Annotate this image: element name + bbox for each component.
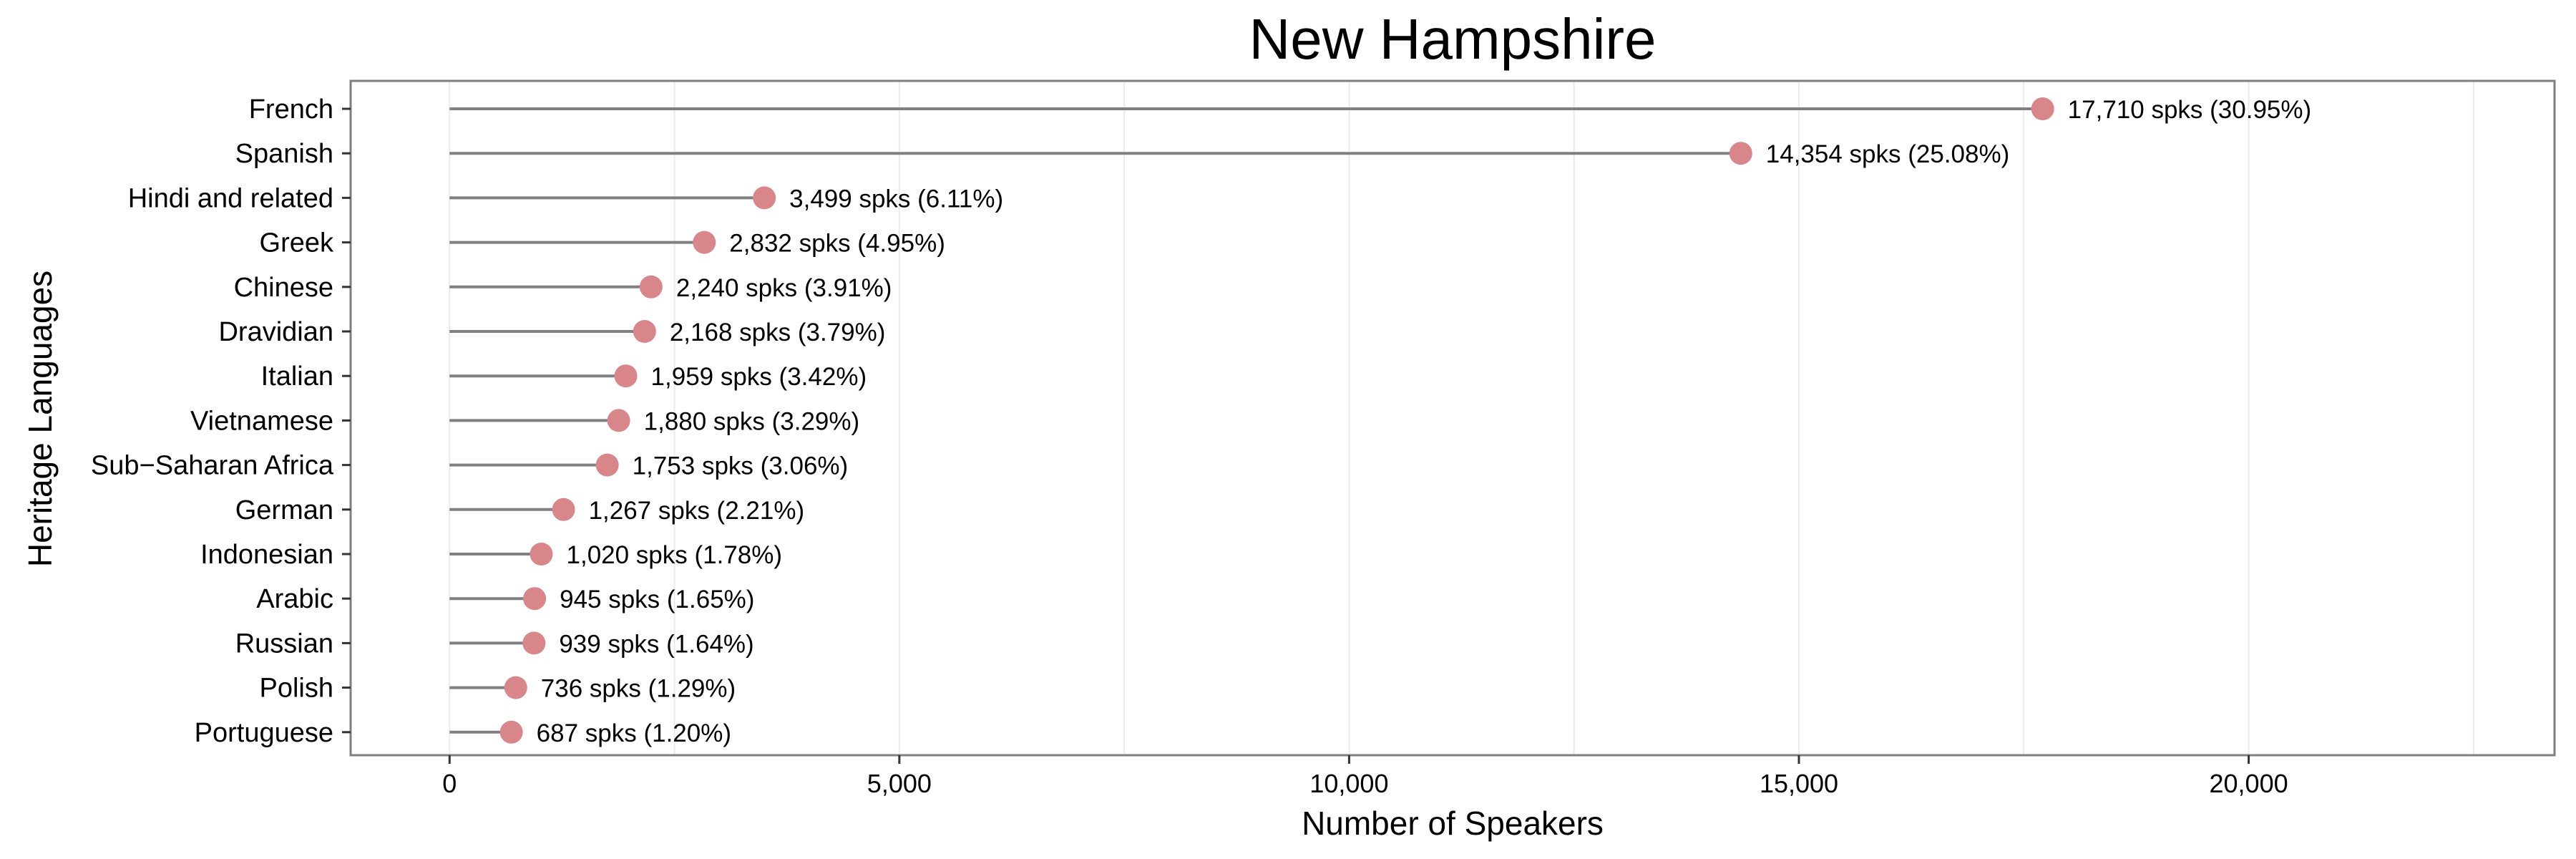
data-point	[1729, 142, 1752, 165]
data-point	[500, 721, 523, 744]
data-label: 945 spks (1.65%)	[560, 586, 755, 614]
data-label: 1,753 spks (3.06%)	[632, 452, 849, 480]
category-label: Hindi and related	[127, 183, 333, 214]
data-label: 17,710 spks (30.95%)	[2067, 96, 2312, 124]
data-label: 2,240 spks (3.91%)	[675, 273, 892, 302]
data-point	[530, 543, 553, 566]
data-point	[596, 454, 619, 477]
data-point	[523, 587, 546, 610]
data-point	[552, 498, 575, 521]
data-label: 1,959 spks (3.42%)	[650, 363, 867, 392]
category-label: French	[248, 94, 333, 125]
x-tick-label: 20,000	[2209, 769, 2288, 798]
y-axis-title: Heritage Languages	[21, 270, 59, 568]
category-label: Sub−Saharan Africa	[90, 450, 333, 481]
data-label: 14,354 spks (25.08%)	[1765, 140, 2010, 169]
category-label: German	[235, 495, 333, 525]
data-label: 2,168 spks (3.79%)	[669, 319, 886, 346]
category-label: Indonesian	[200, 540, 333, 570]
data-label: 939 spks (1.64%)	[559, 630, 754, 659]
category-label: Spanish	[235, 139, 333, 170]
category-label: Italian	[260, 361, 333, 392]
x-tick-label: 5,000	[867, 769, 932, 798]
data-point	[693, 231, 716, 254]
category-label: Chinese	[233, 272, 333, 303]
category-label: Polish	[259, 673, 333, 704]
category-label: Dravidian	[218, 317, 333, 347]
data-labels	[537, 96, 2312, 747]
data-point	[2031, 97, 2054, 120]
data-point	[753, 186, 776, 209]
x-tick-label: 15,000	[1759, 769, 1839, 798]
data-point	[633, 320, 656, 343]
x-tick-label: 10,000	[1309, 769, 1389, 798]
data-label: 736 spks (1.29%)	[540, 674, 736, 703]
data-label: 1,880 spks (3.29%)	[643, 407, 860, 436]
data-label: 3,499 spks (6.11%)	[789, 185, 1004, 213]
data-label: 1,020 spks (1.78%)	[566, 541, 783, 569]
y-axis	[91, 94, 351, 748]
category-label: Greek	[259, 228, 333, 258]
data-label: 1,267 spks (2.21%)	[588, 496, 805, 525]
category-label: Vietnamese	[190, 406, 333, 437]
chart-title: New Hampshire	[1249, 7, 1657, 71]
data-point	[522, 631, 545, 654]
category-label: Russian	[235, 629, 333, 659]
category-label: Portuguese	[194, 717, 333, 748]
category-label: Arabic	[256, 584, 333, 615]
x-axis	[442, 755, 2288, 798]
data-label: 687 spks (1.20%)	[536, 719, 732, 747]
data-point	[640, 276, 663, 299]
x-tick-label: 0	[442, 769, 457, 798]
data-point	[608, 409, 630, 432]
data-point	[615, 364, 638, 387]
data-label: 2,832 spks (4.95%)	[729, 229, 945, 258]
data-point	[504, 676, 527, 699]
x-axis-title: Number of Speakers	[1302, 805, 1604, 842]
